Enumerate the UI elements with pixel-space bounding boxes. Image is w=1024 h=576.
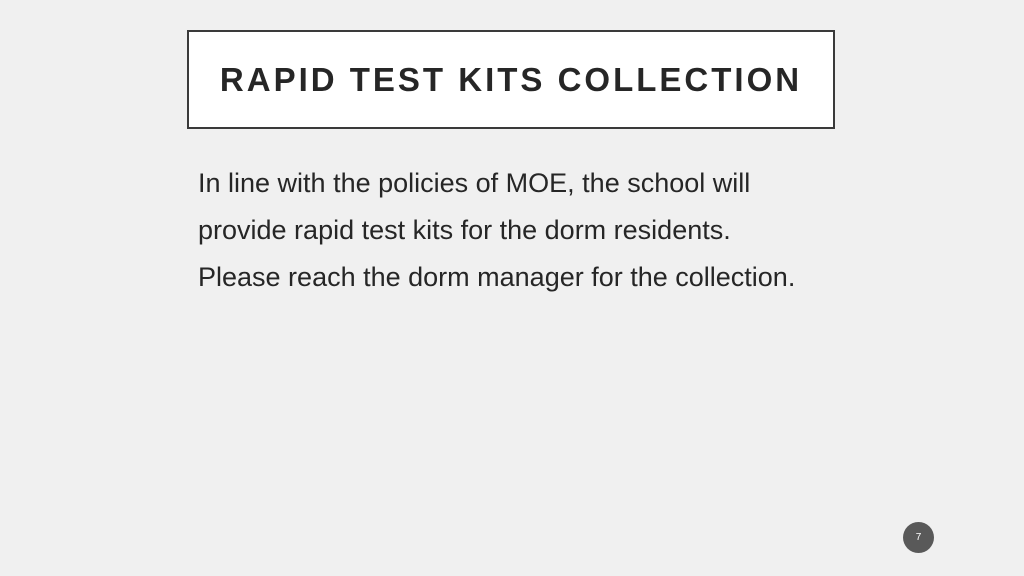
page-number-badge [903,522,934,553]
page-number: 7 [915,532,922,543]
body-text [198,160,898,301]
body-line-3: Please reach the dorm manager for the collection. [198,262,796,292]
body-line-2: provide rapid test kits for the dorm residents. [198,215,731,245]
title-box [187,30,835,129]
body-line-1: In line with the policies of MOE, the school will [198,168,751,198]
slide-title: RAPID TEST KITS COLLECTION [219,60,803,98]
